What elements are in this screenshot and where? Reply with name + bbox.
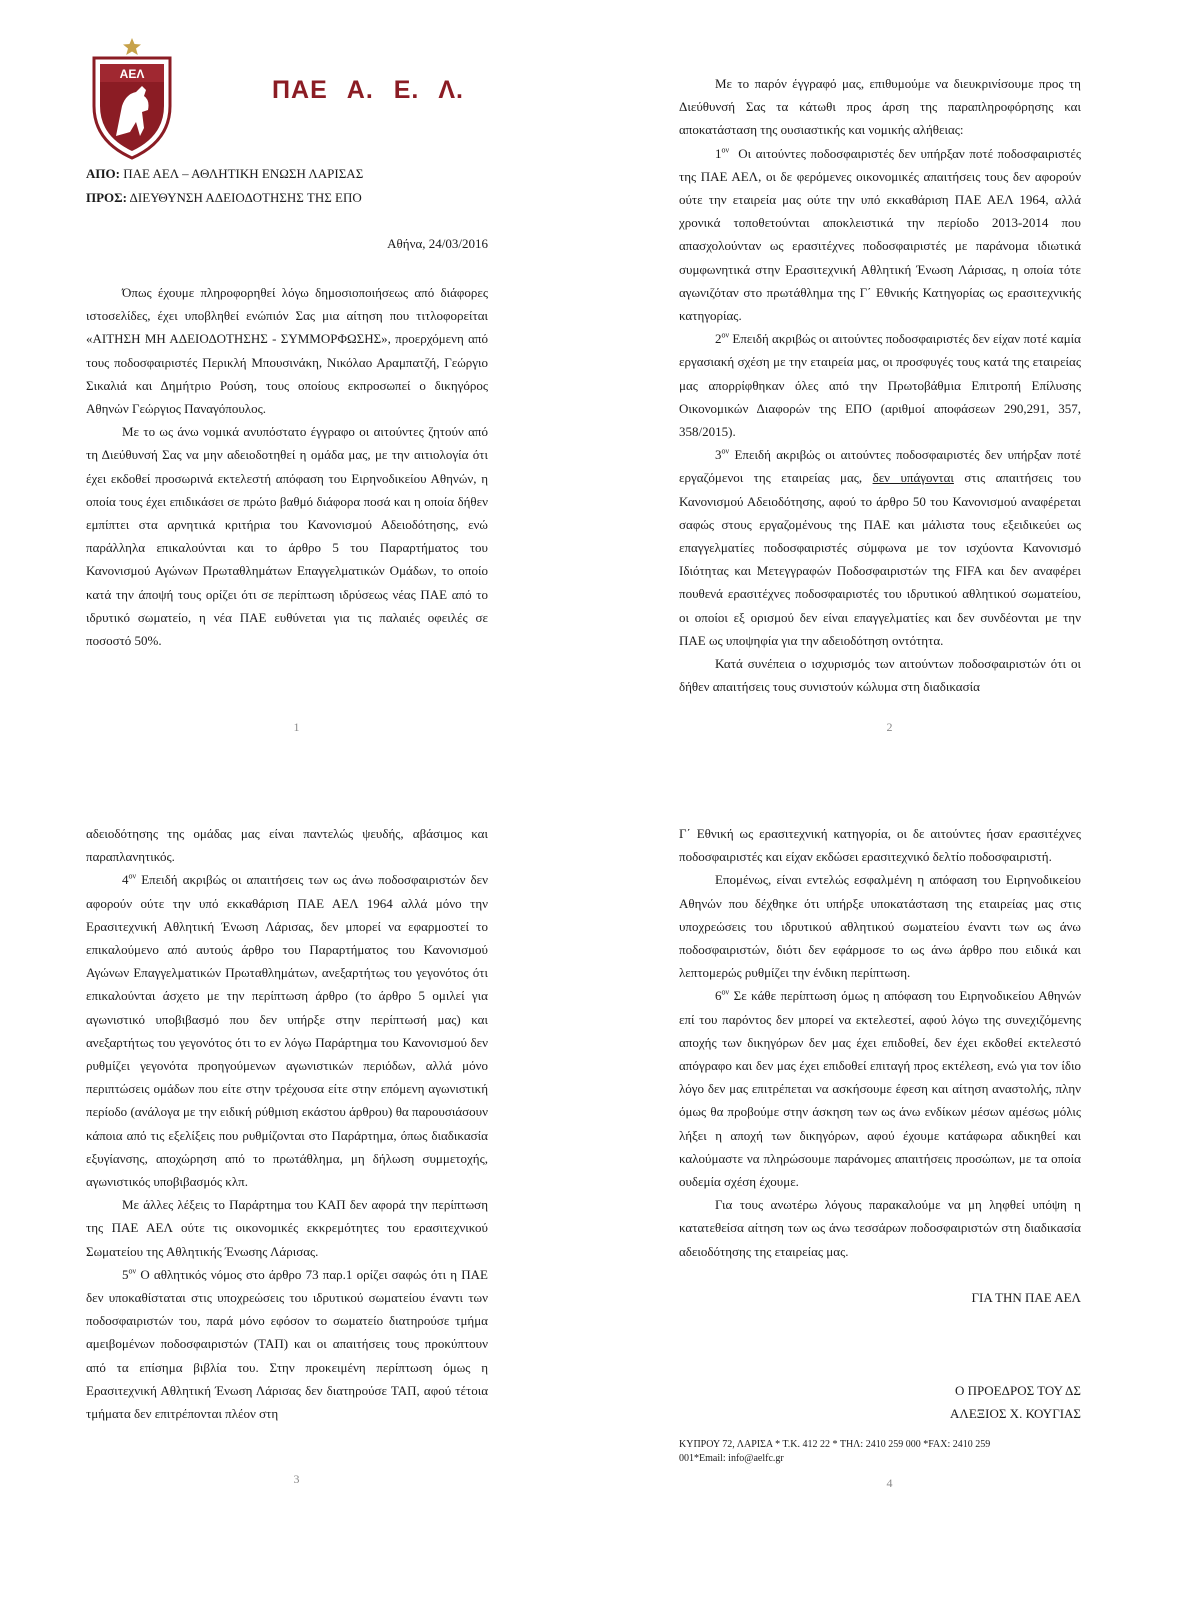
ordinal-suffix: ον — [128, 872, 137, 882]
item-number: 4 — [122, 872, 129, 888]
page-number: 4 — [886, 1476, 893, 1490]
page-1-body — [86, 281, 488, 652]
item-number: 1 — [715, 145, 722, 161]
from-line — [86, 166, 363, 182]
item-number: 3 — [715, 447, 722, 463]
contact-footer: ΚΥΠΡΟΥ 72, ΛΑΡΙΣΑ * Τ.Κ. 412 22 * ΤΗΛ: 2410 259 000 *FAX: 2410 259 001*Email: info@aelfc.gr — [679, 1439, 991, 1464]
paragraph-text: στις απαιτήσεις του Κανονισμού Αδειοδότησης, αφού το άρθρο 50 του Κανονισμού αναφέρεται σαφώς στους εργαζομένους της ΠΑΕ και μάλιστα τους εξειδικεύει ως επαγγελματίες ποδοσφαιριστές σύμφωνα με τον ισχύοντα Κανονισμό Ιδιότητας και Μετεγγραφών Ποδοσφαιριστών της FIFA και δεν αναφέρει πουθενά ερασιτέχνες ποδοσφαιριστές του ιδρυτικού αθλητικού σωματείου, οι οποίοι εξ ορισμού δεν είναι επαγγελματίες και δεν συνδέονται με την ΠΑΕ ως υποψηφία για την αδειοδότηση οντότητα. — [679, 470, 1082, 648]
signature-name: ΑΛΕΞΙΟΣ Χ. ΚΟΥΓΙΑΣ — [950, 1406, 1081, 1422]
page-number: 1 — [293, 720, 300, 734]
letter-date: Αθήνα, 24/03/2016 — [387, 236, 488, 251]
ordinal-suffix: ον — [128, 1266, 137, 1276]
underlined-text: δεν υπάγονται — [872, 470, 954, 486]
from-value: ΠΑΕ ΑΕΛ – ΑΘΛΗΤΙΚΗ ΕΝΩΣΗ ΛΑΡΙΣΑΣ — [123, 166, 364, 181]
page-4 — [593, 800, 1186, 1600]
page-3-body — [86, 822, 488, 1425]
paragraph: Με το παρόν έγγραφό μας, επιθυμούμε να διευκρινίσουμε προς τη Διεύθυνσή Σας τα κάτωθι προς άρση της παραπληροφόρησης και αποκατάσταση της ουσιαστικής και νομικής αλήθειας: — [679, 76, 1081, 138]
paragraph-text: Επειδή ακριβώς οι αιτούντες ποδοσφαιριστές δεν είχαν ποτέ καμία εργασιακή σχέση με την εταιρεία μας, οι προσφυγές τους κατά της εταιρείας μας απορρίφθηκαν όλες από την Πρωτοβάθμια Επιτροπή Επίλυσης Οικονομικών Διαφορών της ΕΠΟ (αριθμοί αποφάσεων 290,291, 357, 358/2015). — [679, 331, 1081, 440]
numbered-paragraph — [679, 984, 1081, 1193]
to-value: ΔΙΕΥΘΥΝΣΗ ΑΔΕΙΟΔΟΤΗΣΗΣ ΤΗΣ ΕΠΟ — [129, 190, 362, 205]
club-title: ΠΑΕ Α. Ε. Λ. — [272, 76, 465, 104]
numbered-paragraph — [679, 327, 1081, 443]
to-label: ΠΡΟΣ: — [86, 190, 127, 205]
paragraph-text: Επειδή ακριβώς οι αιτούντες ποδοσφαιριστές δεν υπήρξαν ποτέ εργαζόμενοι της εταιρείας μας, — [679, 447, 1081, 486]
paragraph: Κατά συνέπεια ο ισχυρισμός των αιτούντων ποδοσφαιριστών ότι οι δήθεν απαιτήσεις τους συνιστούν κώλυμα στη διαδικασία — [679, 656, 1081, 695]
paragraph: Γ΄ Εθνική ως ερασιτεχνική κατηγορία, οι δε αιτούντες ήσαν ερασιτέχνες ποδοσφαιριστές και είχαν εκδώσει ερασιτεχνικό δελτίο ποδοσφαιριστή. — [679, 826, 1081, 865]
paragraph: αδειοδότησης της ομάδας μας είναι παντελώς ψευδής, αβάσιμος και παραπλανητικός. — [86, 826, 488, 865]
page-3 — [0, 800, 593, 1600]
paragraph: Με το ως άνω νομικά ανυπόστατο έγγραφο οι αιτούντες ζητούν από τη Διεύθυνσή Σας να μην αδειοδοτηθεί η ομάδα μας, με την αιτιολογία ότι έχει εκδοθεί προσωρινά εκτελεστή απόφαση του Ειρηνοδικείου Αθηνών, η οποία τους έχει επιδικάσει σε πρώτο βαθμό διάφορα ποσά και η οποία δήθεν εμπίπτει στα αρνητικά κριτήρια του Κανονισμού Αδειοδότησης, ενώ παράλληλα επικαλούνται και το άρθρο 5 του Παραρτήματος του Κανονισμού Αγώνων Πρωταθλημάτων Επαγγελματικών Ομάδων, το οποίο κατά την άποψή τους ορίζει ότι σε περίπτωση ιδρύσεως νέας ΠΑΕ από το ιδρυτικό σωματείο, η νέα ΠΑΕ ευθύνεται για τις παλαιές οφειλές σε ποσοστό 50%. — [86, 424, 488, 649]
paragraph: Για τους ανωτέρω λόγους παρακαλούμε να μη ληφθεί υπόψη η κατατεθείσα αίτηση των ως άνω τεσσάρων ποδοσφαιριστών στη διαδικασία αδειοδότησης της εταιρείας μας. — [679, 1197, 1081, 1259]
ordinal-suffix: ον — [721, 446, 730, 456]
page-2-body — [679, 72, 1081, 698]
item-number: 2 — [715, 331, 722, 347]
page-number: 3 — [293, 1472, 300, 1486]
paragraph-text: Επειδή ακριβώς οι απαιτήσεις των ως άνω ποδοσφαιριστών δεν αφορούν ούτε την υπό εκκαθάριση ΠΑΕ ΑΕΛ 1964 αλλά μόνο την Ερασιτεχνική Αθλητική Ένωση Λάρισας, δεν μπορεί να εφαρμοστεί το επικαλούμενο από αυτούς άρθρο του Παραρτήματος του Κανονισμού Αγώνων Επαγγελματικών Πρωταθλημάτων, ανεξαρτήτως του γεγονότος ότι επικαλούνται άσχετο με την περίπτωση άρθρο (το άρθρο 5 ομιλεί για αγωνιστικό υποβιβασμό που δεν υπήρξε στην περίπτωσή μας) και ανεξαρτήτως του γεγονότος ότι το εν λόγω Παράρτημα του Κανονισμού δεν ρυθμίζει γεγονότα προηγούμενων αγωνιστικών περιόδων, αλλά μόνο περιπτώσεις ομάδων που είτε στην τρέχουσα είτε στην επόμενη αγωνιστική περίοδο (ανάλογα με την ειδική ρύθμιση εκάστου άρθρου) θα παρουσιάσουν κάποια από τις εξελίξεις που ρυθμίζονται στο Παράρτημα, όπως διαδικασία εξυγίανσης, αποχώρηση από το πρωτάθλημα, μη δήλωση συμμετοχής, αγωνιστικός υποβιβασμός κλπ. — [86, 872, 488, 1190]
paragraph-text: Σε κάθε περίπτωση όμως η απόφαση του Ειρηνοδικείου Αθηνών επί του παρόντος δεν μπορεί να εκτελεστεί, αφού λόγω της συνεχιζόμενης αποχής των δικηγόρων δεν μας έχει επιδοθεί, δεν έχει εκδοθεί εκτελεστό απόγραφο και δεν μας έχει επιδοθεί επιταγή προς εκτέλεση, ενώ για τον ίδιο λόγο δεν μας επιτρέπεται να ασκήσουμε έφεση και αίτηση αναστολής, πλην όμως θα προβούμε στην άσκηση των ως άνω ενδίκων μέσων αμέσως μόλις λήξει η αποχή των δικηγόρων, αφού έχουμε κατάφωρα αδικηθεί και καλούμαστε να πληρώσουμε παράνομες απαιτήσεις προσώπων, με τα οποία ουδεμία σχέση έχουμε. — [679, 988, 1081, 1190]
item-number: 5 — [122, 1266, 129, 1282]
paragraph-text: Ο αθλητικός νόμος στο άρθρο 73 παρ.1 ορίζει σαφώς ότι η ΠΑΕ δεν υποκαθίσταται στις υποχρεώσεις του ιδρυτικού σωματείου έναντι των ποδοσφαιριστών του, παρά μόνο εφόσον το σωματείο διατηρούσε τμήμα αμειβομένων ποδοσφαιριστών (ΤΑΠ) και οι απαιτήσεις τους προκύπτουν από τα επίσημα βιβλία του. Στην προκειμένη περίπτωση όμως η Ερασιτεχνική Αθλητική Ένωση Λάρισας δεν διατηρούσε ΤΑΠ, αφού τέτοια τμήματα δεν επιτρέπονται πλέον στη — [86, 1266, 488, 1422]
ordinal-suffix: ον — [721, 330, 730, 340]
ael-crest-logo — [86, 36, 178, 160]
ordinal-suffix: ον — [721, 988, 730, 998]
numbered-paragraph — [679, 142, 1081, 328]
numbered-paragraph — [86, 1263, 488, 1425]
page-number: 2 — [886, 720, 893, 734]
to-line — [86, 190, 362, 206]
page-1 — [0, 0, 593, 800]
ordinal-suffix: ον — [721, 145, 730, 155]
numbered-paragraph — [86, 868, 488, 1193]
paragraph: Με άλλες λέξεις το Παράρτημα του ΚΑΠ δεν αφορά την περίπτωση της ΠΑΕ ΑΕΛ ούτε τις οικονομικές εκκρεμότητες του ερασιτεχνικού Σωματείου της Αθλητικής Ένωσης Λάρισας. — [86, 1197, 488, 1259]
item-number: 6 — [715, 988, 722, 1004]
signature-org: ΓΙΑ ΤΗΝ ΠΑΕ ΑΕΛ — [971, 1289, 1081, 1305]
svg-text:ΑΕΛ: ΑΕΛ — [119, 67, 145, 81]
paragraph: Επομένως, είναι εντελώς εσφαλμένη η απόφαση του Ειρηνοδικείου Αθηνών που δέχθηκε ότι υπήρξε υποκατάσταση της εταιρείας μας στις υποχρεώσεις του ιδρυτικού αθλητικού σωματείου έναντι των ως άνω ποδοσφαιριστών, διότι δεν εφάρμοσε το ως άνω άρθρο που ειδικά και λεπτομερώς ρυθμίζει την ένδικη περίπτωση. — [679, 872, 1081, 981]
page-4-body — [679, 822, 1081, 1425]
page-2 — [593, 0, 1186, 800]
from-label: ΑΠΟ: — [86, 166, 120, 181]
numbered-paragraph — [679, 443, 1081, 652]
paragraph-text: Οι αιτούντες ποδοσφαιριστές δεν υπήρξαν ποτέ ποδοσφαιριστές της ΠΑΕ ΑΕΛ, οι δε φερόμενες οικονομικές απαιτήσεις τους δεν αφορούν ούτε την εταιρεία μας ούτε την υπό εκκαθάριση ΠΑΕ ΑΕΛ 1964, αλλά χρονικά τοποθετούνται αποκλειστικά την περίοδο 2013-2014 που απασχολούνταν ως ερασιτέχνες ποδοσφαιριστές με παράνομα ιδιωτικά συμφωνητικά στην Ερασιτεχνική Αθλητική Ένωση Λάρισας, η οποία τότε αγωνιζόταν στο πρωτάθλημα της Γ΄ Εθνικής Κατηγορίας ως ερασιτεχνικής κατηγορίας. — [679, 145, 1082, 324]
paragraph: Όπως έχουμε πληροφορηθεί λόγω δημοσιοποιήσεως από διάφορες ιστοσελίδες, έχει υποβληθεί ενώπιόν Σας μια αίτηση που τιτλοφορείται «ΑΙΤΗΣΗ ΜΗ ΑΔΕΙΟΔΟΤΗΣΗΣ - ΣΥΜΜΟΡΦΩΣΗΣ», προερχόμενη από τους ποδοσφαιριστές Περικλή Μπουσινάκη, Νικόλαο Αραμπατζή, Γεώργιο Σικαλιά και Δημήτριο Ρούση, τους οποίους εκπροσωπεί ο δικηγόρος Αθηνών Γεώργιος Παναγόπουλος. — [86, 285, 488, 417]
signature-role: Ο ΠΡΟΕΔΡΟΣ ΤΟΥ ΔΣ — [955, 1383, 1081, 1399]
